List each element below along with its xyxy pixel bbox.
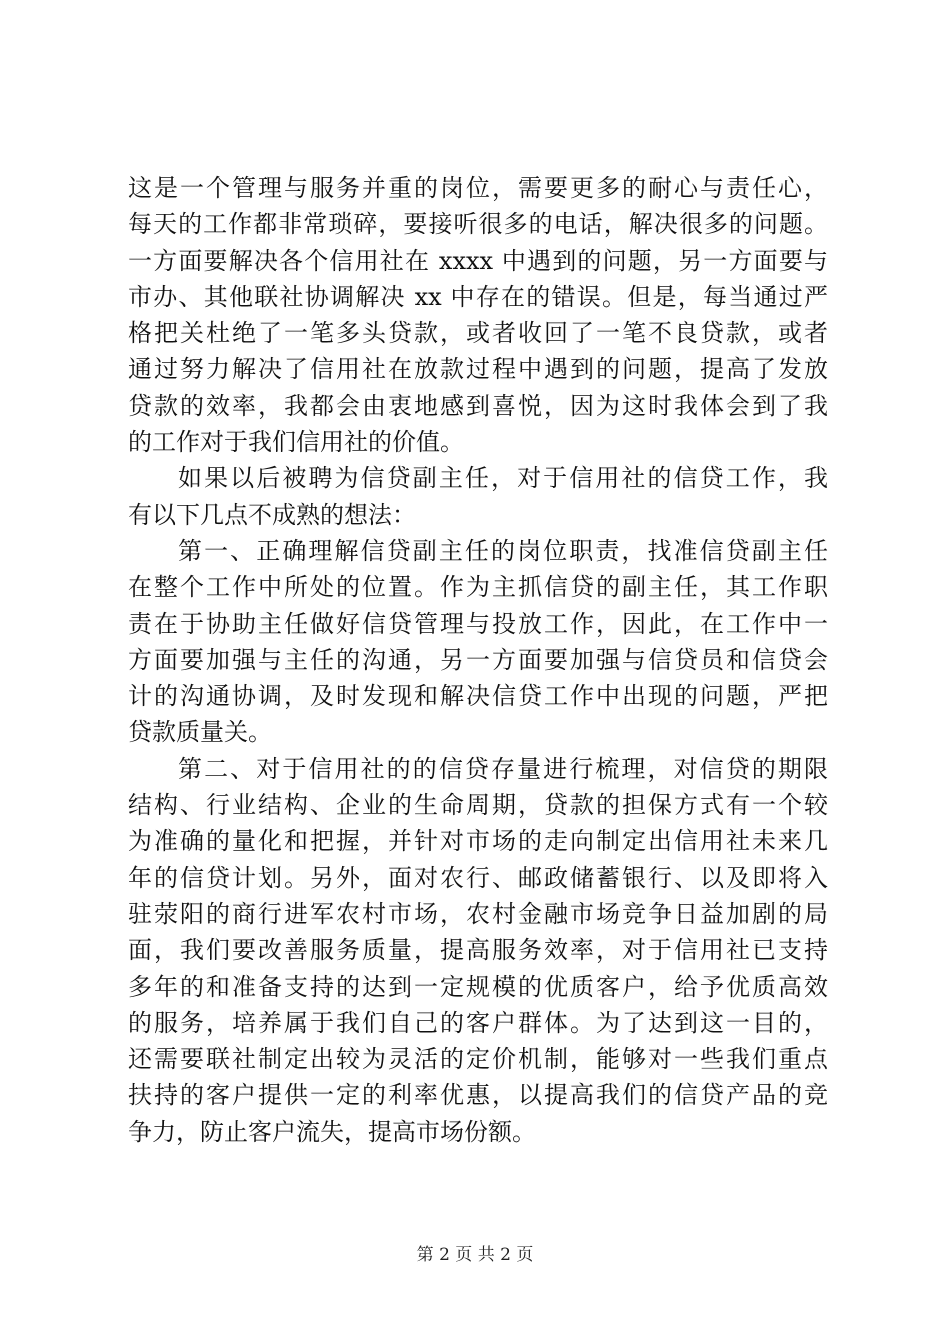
text-line: 结构、行业结构、企业的生命周期，贷款的担保方式有一个较	[128, 791, 828, 820]
text-line: 多年的和准备支持的达到一定规模的优质客户，给予优质高效	[128, 972, 828, 1001]
text-line: 争力，防止客户流失，提高市场份额。	[128, 1117, 536, 1146]
text-line: 的工作对于我们信用社的价值。	[128, 428, 464, 457]
text-line: 每天的工作都非常琐碎，要接听很多的电话，解决很多的问题。	[128, 210, 828, 239]
text-line: 市办、其他联社协调解决 xx 中存在的错误。但是，每当通过严	[128, 282, 828, 311]
document-body	[128, 170, 828, 1150]
text-line: 还需要联社制定出较为灵活的定价机制，能够对一些我们重点	[128, 1045, 828, 1074]
text-line: 的服务，培养属于我们自己的客户群体。为了达到这一目的，	[128, 1008, 828, 1037]
text-line: 面，我们要改善服务质量，提高服务效率，对于信用社已支持	[128, 936, 828, 965]
text-line: 为准确的量化和把握，并针对市场的走向制定出信用社未来几	[128, 827, 828, 856]
text-line: 有以下几点不成熟的想法：	[128, 500, 416, 529]
text-line: 如果以后被聘为信贷副主任，对于信用社的信贷工作，我	[178, 464, 828, 493]
text-line: 通过努力解决了信用社在放款过程中遇到的问题，提高了发放	[128, 355, 828, 384]
text-line: 方面要加强与主任的沟通，另一方面要加强与信贷员和信贷会	[128, 645, 828, 674]
text-line: 格把关杜绝了一笔多头贷款，或者收回了一笔不良贷款，或者	[128, 319, 828, 348]
text-line: 这是一个管理与服务并重的岗位，需要更多的耐心与责任心，	[128, 174, 828, 202]
text-line: 责在于协助主任做好信贷管理与投放工作，因此，在工作中一	[128, 609, 828, 638]
text-line: 扶持的客户提供一定的利率优惠，以提高我们的信贷产品的竞	[128, 1081, 828, 1110]
text-line: 计的沟通协调，及时发现和解决信贷工作中出现的问题，严把	[128, 682, 828, 711]
text-line: 在整个工作中所处的位置。作为主抓信贷的副主任，其工作职	[128, 573, 828, 602]
text-line: 贷款的效率，我都会由衷地感到喜悦，因为这时我体会到了我	[128, 391, 828, 420]
text-line: 驻荥阳的商行进军农村市场，农村金融市场竞争日益加剧的局	[128, 899, 828, 928]
text-line: 贷款质量关。	[128, 718, 272, 747]
text-line: 一方面要解决各个信用社在 xxxx 中遇到的问题，另一方面要与	[128, 246, 828, 275]
text-line: 年的信贷计划。另外，面对农行、邮政储蓄银行、以及即将入	[128, 863, 828, 892]
page-footer: 第 2 页 共 2 页	[416, 1245, 534, 1265]
text-line: 第一、正确理解信贷副主任的岗位职责，找准信贷副主任	[178, 536, 828, 565]
text-line: 第二、对于信用社的的信贷存量进行梳理，对信贷的期限	[178, 754, 828, 783]
